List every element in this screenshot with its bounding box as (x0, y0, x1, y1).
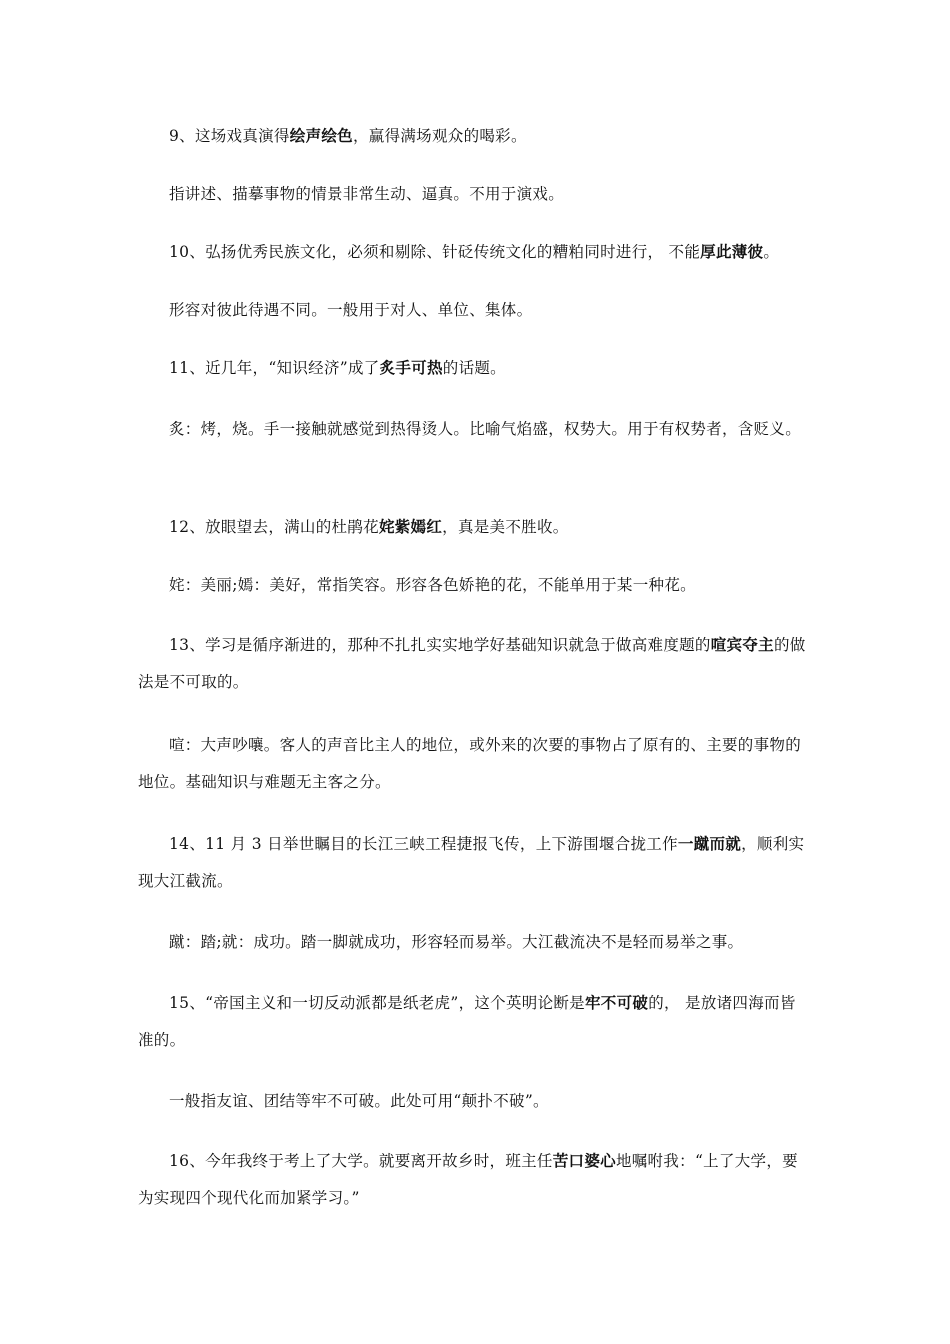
idiom-highlight: 姹紫嫣红 (378, 518, 443, 536)
explanation-10 (138, 292, 810, 329)
paragraph-text: 形容对彼此待遇不同。一般用于对人、单位、集体。 (169, 301, 533, 319)
idiom-highlight: 牢不可破 (584, 994, 649, 1012)
explanation-9 (138, 176, 810, 213)
explanation-13 (138, 727, 810, 801)
explanation-14 (138, 924, 810, 961)
paragraph-11 (138, 350, 810, 387)
paragraph-text: 的话题。 (442, 359, 506, 377)
paragraph-16 (138, 1143, 810, 1217)
paragraph-text: 。 (763, 243, 780, 261)
explanation-15 (138, 1083, 810, 1120)
paragraph-text: 地嘱咐我：“上了大学，要为实现四个现代化而加紧学习。” (138, 1152, 798, 1207)
idiom-highlight: 炙手可热 (379, 359, 443, 377)
paragraph-text: 一般指友谊、团结等牢不可破。此处可用“颠扑不破”。 (169, 1092, 549, 1110)
paragraph-9 (138, 118, 810, 155)
paragraph-text: 指讲述、描摹事物的情景非常生动、逼真。不用于演戏。 (169, 185, 565, 203)
paragraph-text: 14、11 月 3 日举世瞩目的长江三峡工程捷报飞传，上下游围堰合拢工作 (169, 835, 678, 853)
paragraph-text: 13、学习是循序渐进的，那种不扎扎实实地学好基础知识就急于做高难度题的 (169, 636, 711, 654)
paragraph-13 (138, 627, 810, 701)
paragraph-text: ，赢得满场观众的喝彩。 (352, 127, 527, 145)
paragraph-text: 的做法是不可取的。 (138, 636, 806, 691)
paragraph-text: 9、这场戏真演得 (169, 127, 290, 145)
paragraph-text: 蹴：踏;就：成功。踏一脚就成功，形容轻而易举。大江截流决不是轻而易举之事。 (169, 933, 744, 951)
paragraph-text: 11、近几年，“知识经济”成了 (169, 359, 380, 377)
paragraph-text: 喧：大声吵嚷。客人的声音比主人的地位，或外来的次要的事物占了原有的、主要的事物的地位。基础知识与难题无主客之分。 (138, 736, 802, 791)
paragraph-10 (138, 234, 810, 271)
explanation-12 (138, 567, 810, 604)
idiom-highlight: 苦口婆心 (552, 1152, 616, 1170)
idiom-highlight: 一蹴而就 (677, 835, 742, 853)
paragraph-text: 炙：烤，烧。手一接触就感觉到热得烫人。比喻气焰盛，权势大。用于有权势者，含贬义。 (169, 420, 802, 438)
idiom-highlight: 厚此薄彼 (700, 243, 764, 261)
explanation-11 (138, 411, 810, 448)
idiom-highlight: 喧宾夺主 (710, 636, 774, 654)
paragraph-text: 的， 是放诸四海而皆准的。 (138, 994, 796, 1049)
paragraph-14 (138, 826, 810, 900)
paragraph-text: 15、“帝国主义和一切反动派都是纸老虎”，这个英明论断是 (169, 994, 585, 1012)
paragraph-text: 姹：美丽;嫣：美好，常指笑容。形容各色娇艳的花，不能单用于某一种花。 (169, 576, 696, 594)
paragraph-15 (138, 985, 810, 1059)
paragraph-12 (138, 509, 810, 546)
paragraph-text: 16、今年我终于考上了大学。就要离开故乡时，班主任 (169, 1152, 553, 1170)
paragraph-text: 10、弘扬优秀民族文化，必须和剔除、针砭传统文化的糟粕同时进行， 不能 (169, 243, 701, 261)
paragraph-text: 12、放眼望去，满山的杜鹃花 (169, 518, 379, 536)
paragraph-text: ，真是美不胜收。 (442, 518, 569, 536)
paragraph-text: ，顺利实现大江截流。 (138, 835, 805, 890)
idiom-highlight: 绘声绘色 (289, 127, 353, 145)
